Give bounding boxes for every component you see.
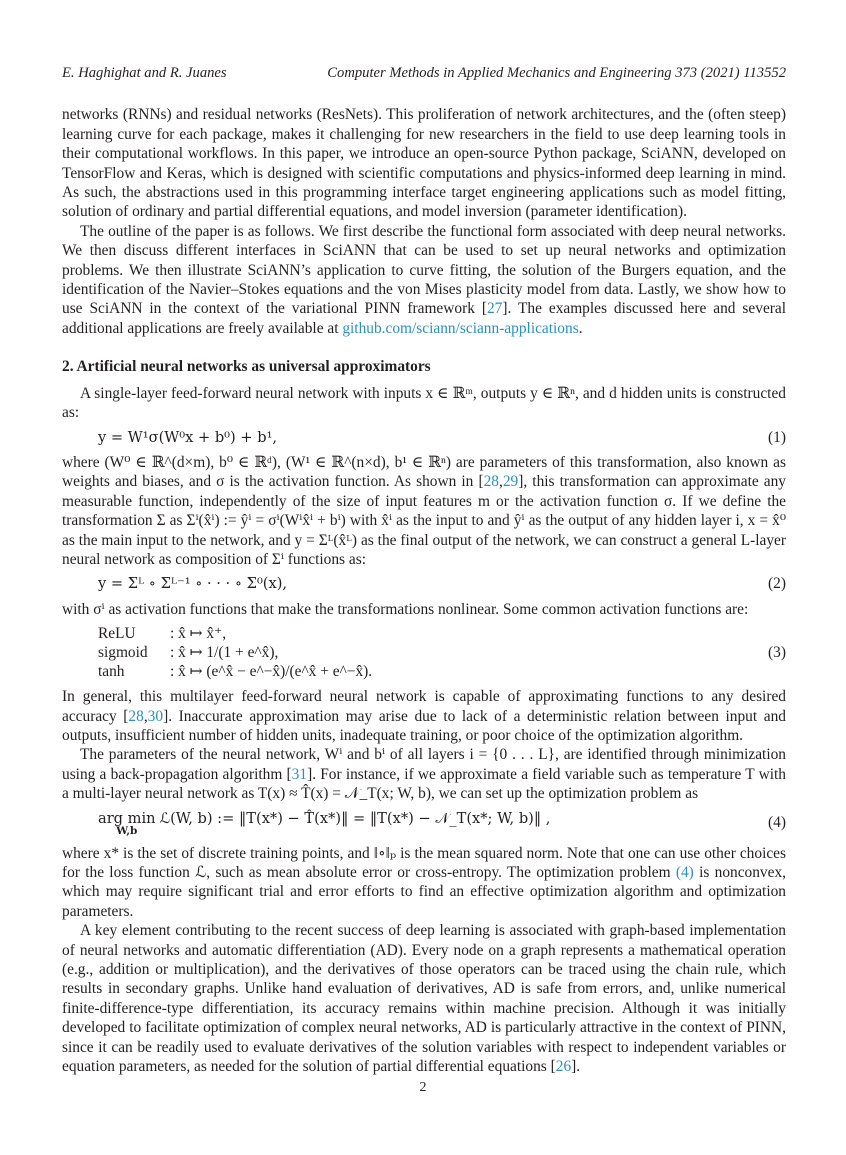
equation-4-body: arg min W,b ℒ(W, b) := ‖T(x*) − T̂(x*)‖ = ‖T(x*) − 𝒩_T(x*; W, b)‖ , [98,809,551,837]
repository-link[interactable]: github.com/sciann/sciann-applications [342,319,579,337]
equation-4-number: (4) [768,814,786,832]
activation-definitions [62,624,372,681]
running-header [62,64,786,83]
page-number: 2 [419,1080,427,1095]
page-content [62,64,786,1076]
citation-link[interactable]: 31 [291,765,308,783]
citation-link[interactable]: 30 [147,707,164,725]
activation-name: tanh [98,663,125,681]
intro-paragraph-1: networks (RNNs) and residual networks (ResNets). This proliferation of network architectures, and the (often steep) learning curve for each package, makes it challenging for new researchers in the field to use deep learning tools in their computational workflows. In this paper, we introduce an open-source Python package, SciANN, developed on TensorFlow and Keras, which is designed with scientific computations and physics-informed deep learning in mind. As such, the abstractions used in this programming interface target engineering applications such as model fitting, solution of ordinary and partial differential equations, and model inversion (parameter identification). [62,106,786,221]
citation-link[interactable]: 28 [128,707,144,725]
section-paragraph-1: A single-layer feed-forward neural network with inputs x ∈ ℝᵐ, outputs y ∈ ℝⁿ, and d hidden units is constructed as: [62,384,786,422]
header-journal: Computer Methods in Applied Mechanics and Engineering 373 (2021) 113552 [327,65,786,81]
section-paragraph-6: where x* is the set of discrete training points, and ‖∘‖ₚ is the mean squared norm. Note that one can use other choices for the loss function ℒ, such as mean absolute error or cross-entropy. The optimization problem (4) is nonconvex, which may require significant trial and error efforts to find an effective optimization algorithm and optimization parameters. [62,844,786,920]
citation-link[interactable]: 29 [502,473,519,491]
section-paragraph-7: A key element contributing to the recent success of deep learning is associated with graph-based implementation of neural networks and automatic differentiation (AD). Every node on a graph represents a mathematical operation (e.g., addition or multiplication), and the derivatives of those operators can be traced using the chain rule, which results in secondary graphs. Unlike hand evaluation of derivatives, AD is safe from errors, and, unlike numerical finite-difference-type differentiation, its accuracy remains within machine precision. Although it was initially developed to facilitate optimization of complex neural networks, AD is particularly attractive in the context of PINN, since it can be readily used to evaluate derivatives of the solution variables with respect to independent variables or equation parameters, as needed for the solution of partial differential equations [26]. [62,922,786,1076]
equation-1-number: (1) [768,428,786,446]
equation-2 [62,574,786,593]
activation-name: sigmoid [98,644,148,662]
citation-link[interactable]: 26 [555,1058,572,1076]
section-paragraph-3: with σⁱ as activation functions that make the transformations nonlinear. Some common activation functions are: [62,600,749,618]
activation-definition: : x̂ ↦ x̂⁺, [170,625,227,643]
section-paragraph-2: where (W⁰ ∈ ℝ^(d×m), b⁰ ∈ ℝᵈ), (W¹ ∈ ℝ^(n×d), b¹ ∈ ℝⁿ) are parameters of this transformation, also known as weights and biases, and σ is the activation function. As shown in [28,29], this transformation can approximate any measurable function, independently of the size of input features m or the activation function σ. If we define the transformation Σ as Σⁱ(x̂ⁱ) := ŷⁱ = σⁱ(Wⁱx̂ⁱ + bⁱ) with x̂ⁱ as the input to and ŷⁱ as the output of any hidden layer i, x = x̂⁰ as the main input to the network, and y = Σᴸ(x̂ᴸ) as the final output of the network, we can construct a general L-layer neural network as composition of Σⁱ functions as: [62,453,787,568]
equation-3-number: (3) [768,643,786,661]
equation-2-body: y = Σᴸ ∘ Σᴸ⁻¹ ∘ · · · ∘ Σ⁰(x), [98,575,288,593]
section-paragraph-4: In general, this multilayer feed-forward neural network is capable of approximating functions to any desired accuracy [28,30]. Inaccurate approximation may arise due to lack of a deterministic relation between input and outputs, insufficient number of hidden units, inadequate training, or poor choice of the optimization algorithm. [62,688,786,744]
section-paragraph-5: The parameters of the neural network, Wⁱ and bⁱ of all layers i = {0 . . . L}, are identified through minimization using a back-propagation algorithm [31]. For instance, if we approximate a field variable such as temperature T with a multi-layer neural network as T(x) ≈ T̂(x) = 𝒩_T(x; W, b), we can set up the optimization problem as [62,746,786,803]
equation-1-body: y = W¹σ(W⁰x + b⁰) + b¹, [98,428,278,446]
equation-3 [62,624,786,681]
argmin-operator: arg min W,b [98,809,156,837]
header-authors: E. Haghighat and R. Juanes [62,65,227,81]
citation-link[interactable]: 27 [486,300,503,318]
intro-paragraph-2: The outline of the paper is as follows. We first describe the functional form associated with deep neural networks. We then discuss different interfaces in SciANN that can be used to set up neural networks and optimization problems. We then illustrate SciANN’s application to curve fitting, the solution of the Burgers equation, and the identification of the Navier–Stokes equations and the von Mises plasticity model from data. Lastly, we show how to use SciANN in the context of the variational PINN framework [27]. The examples discussed here and several additional applications are freely available at github.com/sciann/sciann-applications. [62,222,787,337]
equation-reference-link[interactable]: (4) [675,864,694,881]
activation-name: ReLU [98,625,136,643]
equation-1 [62,428,786,447]
activation-definition: : x̂ ↦ 1/(1 + e^x̂), [170,644,279,662]
section-heading: 2. Artificial neural networks as universal approximators [62,358,431,376]
equation-4 [62,809,786,838]
activation-definition: : x̂ ↦ (e^x̂ − e^−x̂)/(e^x̂ + e^−x̂). [170,663,373,681]
equation-2-number: (2) [768,575,786,593]
citation-link[interactable]: 28 [483,473,499,491]
